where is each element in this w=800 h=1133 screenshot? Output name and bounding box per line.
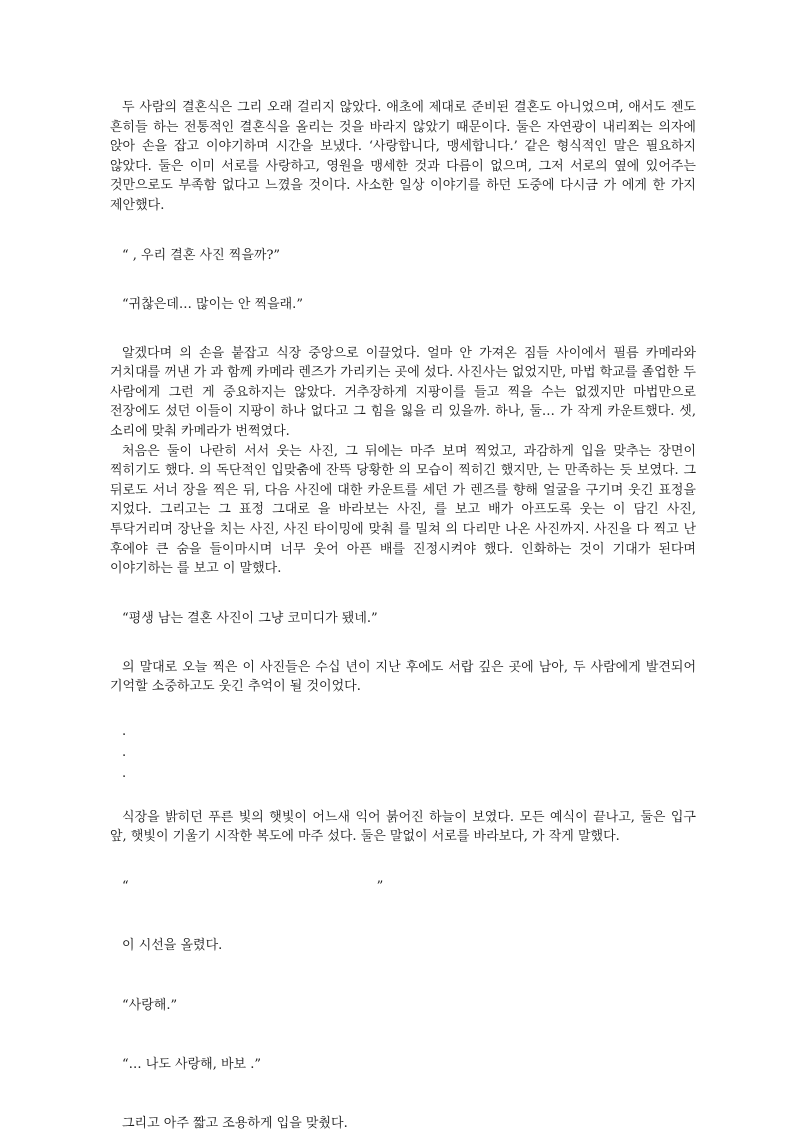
paragraph-final-kiss: 그리고 아주 짧고 조용하게 입을 맞췄다. [122,1115,348,1131]
dialog-photo-proposal: “ , 우리 결혼 사진 찍을까?” [122,247,281,263]
dialog-empty-quote: “ ” [122,879,384,895]
dialog-i-love-you: “사랑해.” [122,997,178,1013]
paragraph-camera-setup: 알겠다며 의 손을 붙잡고 식장 중앙으로 이끌었다. 얼마 안 가져온 짐들 사이에서 필름 카메라와 거치대를 꺼낸 가 과 함께 카메라 렌즈가 가리키는 곳에 섰다. 사진사는 없었지만, 마법 학교를 졸업한 두 사람에게 그런 게 중요하지는 않았다. 거추장하게 지팡이를 들고 찍을 수는 없겠지만 마법만으로 전장에도 섰던 이들이 지팡이 하나 없다고 그 힘을 잃을 리 있을까. 하나, 둘… 가 작게 카운트했다. 셋, 소리에 맞춰 카메라가 번쩍였다. [110,345,696,439]
dialog-love-you-too: “… 나도 사랑해, 바보 .” [122,1056,261,1072]
scene-break-dot: . [122,744,127,760]
scene-break-dot: . [122,765,127,781]
paragraph-sunset-corridor: 식장을 밝히던 푸른 빛의 햇빛이 어느새 익어 붉어진 하늘이 보였다. 모든 예식이 끝나고, 둘은 입구 앞, 햇빛이 기울기 시작한 복도에 마주 섰다. 둘은 말없이 서로를 바라보다, 가 작게 말했다. [110,809,696,845]
dialog-comedy-remark: “평생 남는 결혼 사진이 그냥 코미디가 됐네.” [122,610,378,626]
scene-break-dot: . [122,723,127,739]
paragraph-raised-gaze: 이 시선을 올렸다. [122,938,223,954]
dialog-reluctant-reply: “귀찮은데… 많이는 안 찍을래.” [122,296,303,312]
paragraph-photo-session: 처음은 둘이 나란히 서서 웃는 사진, 그 뒤에는 마주 보며 찍었고, 과감하게 입을 맞추는 장면이 찍히기도 했다. 의 독단적인 입맞춤에 잔뜩 당황한 의 모습이 찍히긴 했지만, 는 만족하는 듯 보였다. 그 뒤로도 서너 장을 찍은 뒤, 다음 사진에 대한 카운트를 세던 가 렌즈를 향해 얼굴을 구기며 웃긴 표정을 지었다. 그리고는 그 표정 그대로 을 바라보는 사진, 를 보고 배가 아프도록 웃는 이 담긴 사진, 투닥거리며 장난을 치는 사진, 사진 타이밍에 맞춰 를 밀쳐 의 다리만 나온 사진까지. 사진을 다 찍고 난 후에야 큰 숨을 들이마시며 너무 웃어 아픈 배를 진정시켜야 했다. 인화하는 것이 기대가 된다며 이야기하는 를 보고 이 말했다. [110,443,696,577]
paragraph-future-memory: 의 말대로 오늘 찍은 이 사진들은 수십 년이 지난 후에도 서랍 깊은 곳에 남아, 두 사람에게 발견되어 기억할 소중하고도 웃긴 추억이 될 것이었다. [110,659,696,695]
paragraph-wedding-intro: 두 사람의 결혼식은 그리 오래 걸리지 않았다. 애초에 제대로 준비된 결혼도 아니었으며, 애서도 젠도 흔히들 하는 전통적인 결혼식을 올리는 것을 바라지 않았기 때문이다. 둘은 자연광이 내리쬐는 의자에 앉아 손을 잡고 이야기하며 시간을 보냈다. ‘사랑합니다, 맹세합니다.’ 같은 형식적인 말은 필요하지 않았다. 둘은 이미 서로를 사랑하고, 영원을 맹세한 것과 다름이 없으며, 그저 서로의 옆에 있어주는 것만으로도 부족함 없다고 느꼈을 것이다. 사소한 일상 이야기를 하던 도중에 다시금 가 에게 한 가지 제안했다. [110,100,696,213]
